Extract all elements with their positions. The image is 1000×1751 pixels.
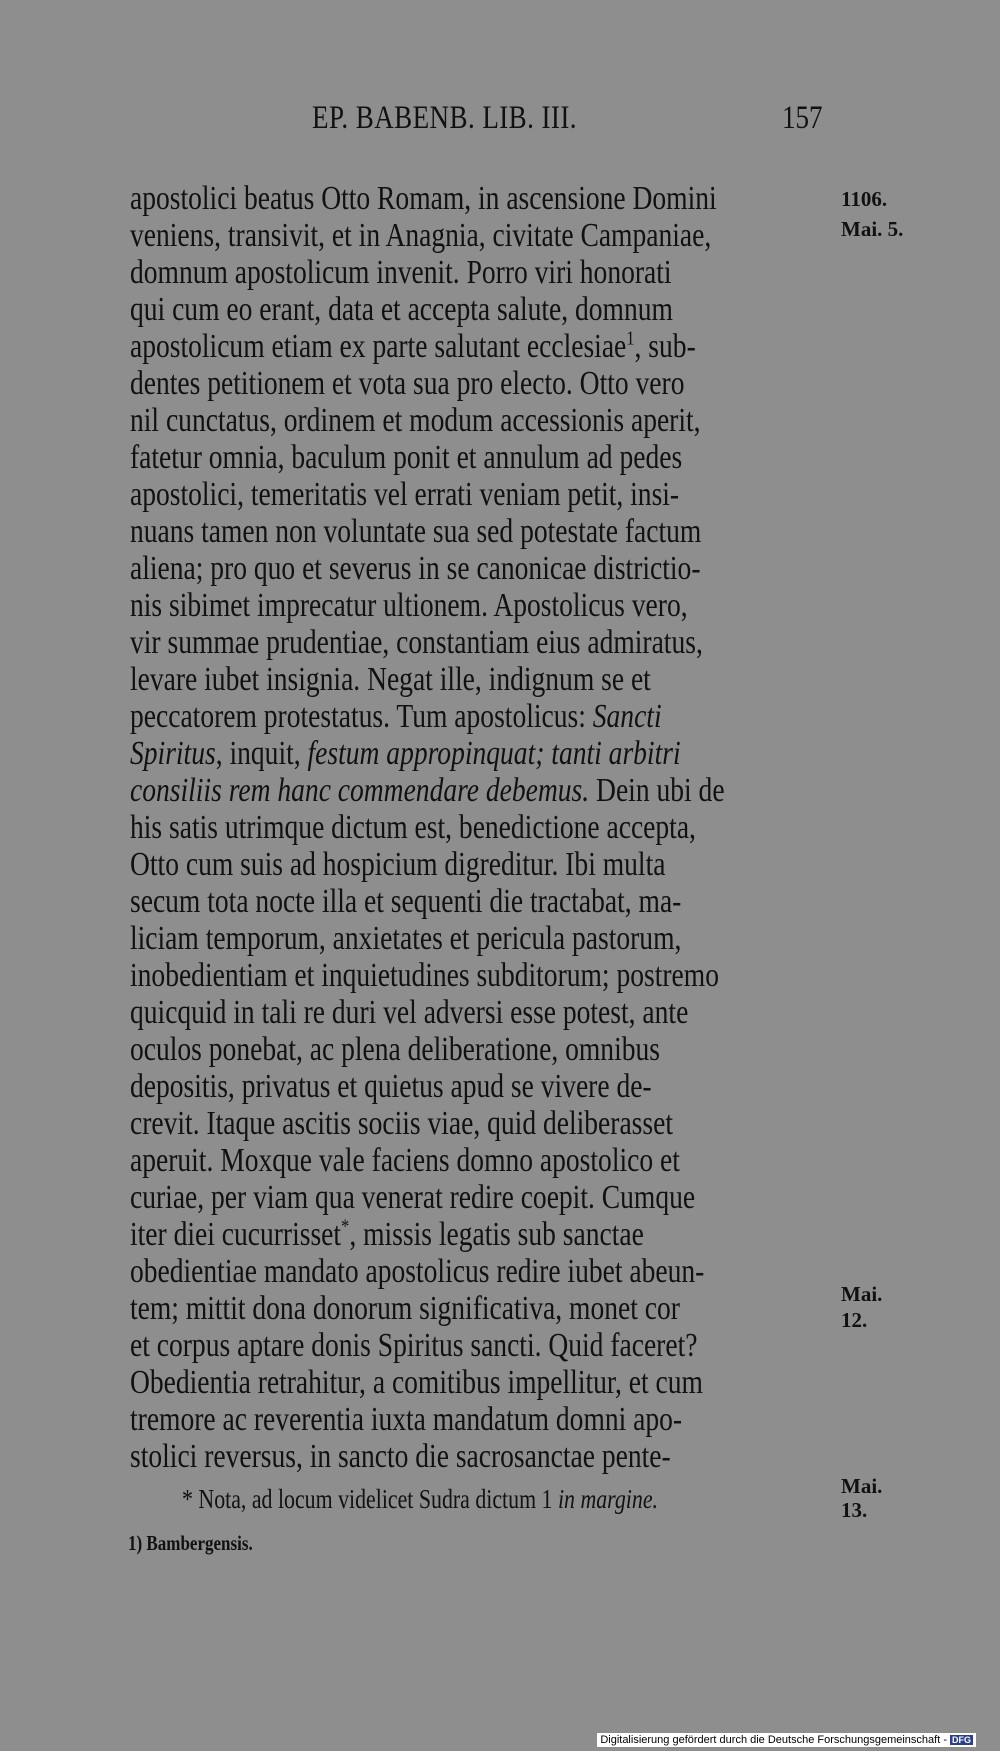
text-line: Obedientia retrahitur, a comitibus impellitur, et cum bbox=[130, 1364, 703, 1401]
text-line: liciam temporum, anxietates et pericula pastorum, bbox=[130, 920, 682, 957]
text-span: Dein ubi de bbox=[589, 772, 725, 809]
text-line: oculos ponebat, ac plena deliberatione, omnibus bbox=[130, 1031, 660, 1068]
credit-text: Digitalisierung gefördert durch die Deutsche Forschungsgemeinschaft - bbox=[600, 1734, 947, 1746]
footnote-1: 1) Bambergensis. bbox=[128, 1531, 253, 1555]
text-line bbox=[130, 700, 847, 734]
margin-date: Mai. 5. bbox=[841, 217, 904, 241]
text-span: , missis legatis sub sanctae bbox=[349, 1216, 644, 1253]
running-title: EP. BABENB. LIB. III. bbox=[312, 100, 577, 136]
text-line: aperuit. Moxque vale faciens domno apostolico et bbox=[130, 1142, 680, 1179]
page-number: 157 bbox=[782, 100, 823, 136]
text-line: Otto cum suis ad hospicium digreditur. Ibi multa bbox=[130, 846, 666, 883]
text-line: inobedientiam et inquietudines subditorum; postremo bbox=[130, 957, 719, 994]
text-line: dentes petitionem et vota sua pro electo. Otto vero bbox=[130, 365, 685, 402]
text-line: fatetur omnia, baculum ponit et annulum ad pedes bbox=[130, 439, 683, 476]
margin-date: Mai. bbox=[841, 1474, 883, 1498]
margin-date: 13. bbox=[841, 1498, 868, 1522]
italic-span: Sancti bbox=[592, 698, 662, 735]
text-line: nis sibimet imprecatur ultionem. Apostolicus vero, bbox=[130, 587, 688, 624]
margin-date-year: 1106. bbox=[841, 187, 888, 211]
text-line: vir summae prudentiae, constantiam eius admiratus, bbox=[130, 624, 703, 661]
text-line: aliena; pro quo et severus in se canonicae districtio- bbox=[130, 550, 701, 587]
text-line: domnum apostolicum invenit. Porro viri honorati bbox=[130, 254, 672, 291]
footnote-ref: * bbox=[341, 1215, 350, 1238]
text-line: levare iubet insignia. Negat ille, indignum se et bbox=[130, 661, 651, 698]
margin-date: Mai. bbox=[841, 1282, 883, 1306]
text-line bbox=[130, 1215, 847, 1253]
text-line: et corpus aptare donis Spiritus sancti. Quid faceret? bbox=[130, 1327, 698, 1364]
text-line: apostolici, temeritatis vel errati veniam petit, insi- bbox=[130, 476, 680, 513]
text-line bbox=[130, 737, 847, 771]
footnote-ref: 1 bbox=[626, 327, 635, 350]
text-line: nuans tamen non voluntate sua sed potestate factum bbox=[130, 513, 702, 550]
text-line: curiae, per viam qua venerat redire coepit. Cumque bbox=[130, 1179, 696, 1216]
text-line: quicquid in tali re duri vel adversi esse potest, ante bbox=[130, 994, 689, 1031]
margin-date: 12. bbox=[841, 1308, 868, 1332]
text-span: apostolicum etiam ex parte salutant ecclesiae bbox=[130, 328, 627, 365]
italic-span: Spiritus bbox=[130, 735, 216, 772]
text-line: qui cum eo erant, data et accepta salute, domnum bbox=[130, 291, 673, 328]
text-line: crevit. Itaque ascitis sociis viae, quid deliberasset bbox=[130, 1105, 673, 1142]
text-line: obedientiae mandato apostolicus redire iubet abeun- bbox=[130, 1253, 705, 1290]
digitization-credit bbox=[597, 1733, 976, 1747]
dfg-logo: DFG bbox=[952, 1735, 971, 1745]
text-line: apostolici beatus Otto Romam, in ascensione Domini bbox=[130, 180, 717, 217]
italic-span: consiliis rem hanc commendare debemus. bbox=[130, 772, 590, 809]
text-line: tem; mittit dona donorum significativa, monet cor bbox=[130, 1290, 680, 1327]
text-line: his satis utrimque dictum est, benedictione accepta, bbox=[130, 809, 696, 846]
text-span: , sub- bbox=[634, 328, 696, 365]
text-line bbox=[130, 327, 847, 365]
text-line: secum tota nocte illa et sequenti die tractabat, ma- bbox=[130, 883, 682, 920]
footnote-text: * Nota, ad locum videlicet Sudra dictum 1 bbox=[182, 1484, 553, 1514]
text-line: nil cunctatus, ordinem et modum accessionis aperit, bbox=[130, 402, 701, 439]
text-line: veniens, transivit, et in Anagnia, civitate Campaniae, bbox=[130, 217, 712, 254]
text-line: depositis, privatus et quietus apud se vivere de- bbox=[130, 1068, 652, 1105]
footnote-italic: in margine. bbox=[552, 1484, 659, 1514]
italic-span: festum appropinquat; tanti arbitri bbox=[307, 735, 681, 772]
text-line: stolici reversus, in sancto die sacrosanctae pente- bbox=[130, 1438, 671, 1475]
text-span: inquit, bbox=[222, 735, 308, 772]
text-span: peccatorem protestatus. Tum apostolicus: bbox=[130, 698, 593, 735]
text-span: , bbox=[215, 735, 223, 772]
text-span: iter diei cucurrisset bbox=[130, 1216, 342, 1253]
text-line bbox=[130, 774, 847, 808]
text-line: tremore ac reverentia iuxta mandatum domni apo- bbox=[130, 1401, 683, 1438]
footnote-star bbox=[182, 1482, 899, 1516]
